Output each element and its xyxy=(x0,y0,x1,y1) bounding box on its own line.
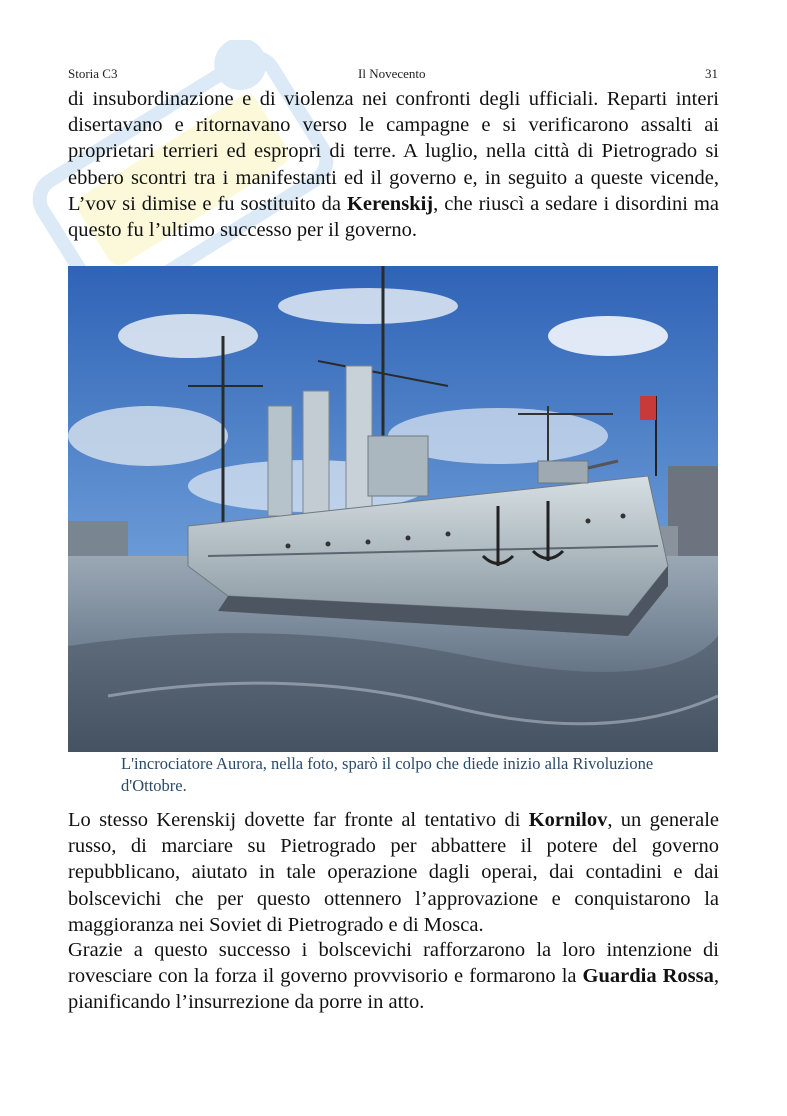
photo-illustration xyxy=(68,266,718,752)
paragraph-2-bold: Kornilov xyxy=(528,809,608,831)
paragraph-2 xyxy=(68,807,719,938)
paragraph-1 xyxy=(68,86,719,243)
cruiser-aurora-photo xyxy=(68,266,718,752)
paragraph-1-bold: Kerenskij xyxy=(346,192,434,215)
paragraph-2-text: Lo stesso Kerenskij dovette far fronte al tentativo di xyxy=(68,809,529,831)
header-title: Il Novecento xyxy=(358,66,426,81)
paragraph-1-text-after: , che riuscì a sedare i disordini ma questo fu l’ultimo successo per il governo. xyxy=(68,192,719,242)
photo-caption: L'incrociatore Aurora, nella foto, sparò il colpo che diede inizio alla Rivoluzione d'Ottobre. xyxy=(121,754,654,795)
paragraph-3-text-after: , pianificando l’insurrezione da porre in atto. xyxy=(68,965,719,1014)
paragraph-3-bold: Guardia Rossa xyxy=(582,965,714,988)
paragraph-3-text: Grazie a questo successo i bolscevichi rafforzarono la loro intenzione di rovesciare con la forza il governo provvisorio e formarono la xyxy=(68,939,719,988)
paragraph-1-text: di insubordinazione e di violenza nei confronti degli ufficiali. Reparti interi disertavano e ritornavano verso le campagne e si verificarono assalti ai proprietari terrieri ed espropri di terre. A luglio, nella città di Pietrogrado si ebbero scontri tra i manifestanti ed il governo e, in seguito a queste vicende, L’vov si dimise e fu sostituito da xyxy=(68,88,719,215)
page-header xyxy=(68,66,718,84)
paragraph-2-text-after: , un generale russo, di marciare su Pietrogrado per abbattere il potere del governo repubblicano, aiutato in tale operazione dagli operai, dai contadini e dai bolscevichi che per questo ottennero l’approvazione e conquistarono la maggioranza nei Soviet di Pietrogrado e di Mosca. xyxy=(68,809,719,936)
header-subject: Storia C3 xyxy=(68,66,118,81)
page-number: 31 xyxy=(705,66,718,81)
paragraph-3 xyxy=(68,937,719,1016)
